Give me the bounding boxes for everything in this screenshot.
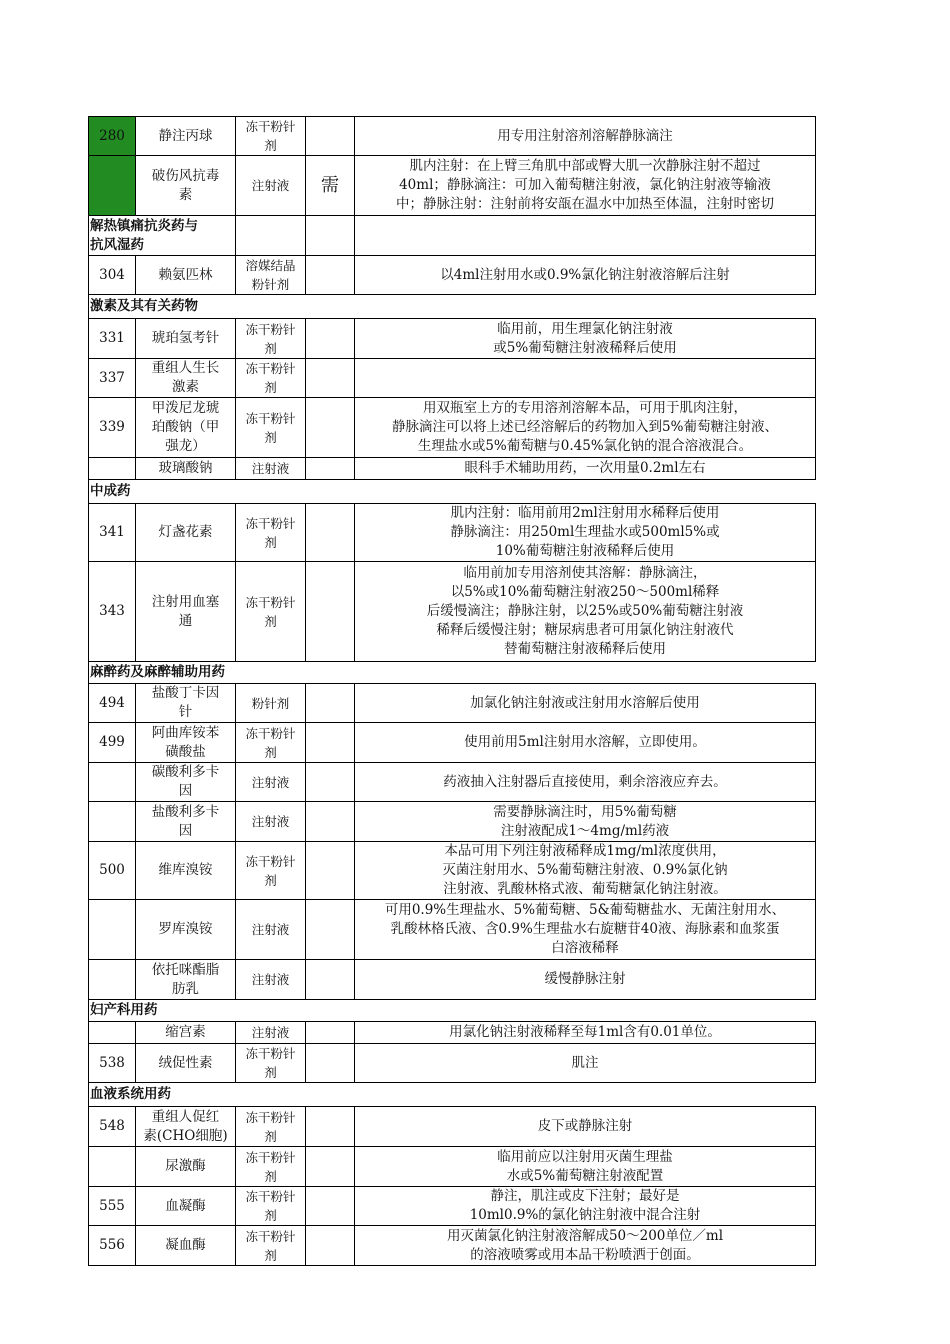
table-row	[89, 117, 816, 156]
dosage-form-cell: 冻干粉针 剂	[236, 1044, 306, 1083]
drug-name-cell: 重组人生长 激素	[136, 359, 236, 398]
drug-number-cell: 494	[89, 684, 136, 723]
empty-cell	[355, 216, 816, 256]
usage-instructions-cell: 肌注	[355, 1044, 816, 1083]
drug-name-cell: 尿激酶	[136, 1147, 236, 1187]
dosage-form-cell: 冻干粉针 剂	[236, 1226, 306, 1266]
dosage-form-cell: 冻干粉针 剂	[236, 723, 306, 763]
drug-name-cell: 盐酸丁卡因 针	[136, 684, 236, 723]
usage-instructions-cell: 用双瓶室上方的专用溶剂溶解本品，可用于肌肉注射， 静脉滴注可以将上述已经溶解后的药物加入到5%葡萄糖注射液、 生理盐水或5%葡萄糖与0.45%氯化钠的混合溶液混合。	[355, 398, 816, 458]
usage-instructions-cell: 需要静脉滴注时，用5%葡萄糖 注射液配成1～4mg/ml药液	[355, 802, 816, 842]
note-flag-cell	[306, 1147, 355, 1187]
drug-number-cell	[89, 960, 136, 1000]
drug-number-cell	[89, 1147, 136, 1187]
dosage-form-cell: 冻干粉针 剂	[236, 1147, 306, 1187]
usage-instructions-cell: 使用前用5ml注射用水溶解，立即使用。	[355, 723, 816, 763]
section-title: 中成药	[89, 480, 816, 504]
drug-number-cell: 339	[89, 398, 136, 458]
drug-dilution-table	[88, 116, 816, 1266]
note-flag-cell: 需	[306, 156, 355, 216]
dosage-form-cell: 冻干粉针 剂	[236, 1107, 306, 1147]
usage-instructions-cell: 用氯化钠注射液稀释至每1ml含有0.01单位。	[355, 1022, 816, 1044]
dosage-form-cell: 冻干粉针 剂	[236, 562, 306, 662]
drug-number-cell: 556	[89, 1226, 136, 1266]
drug-name-cell: 凝血酶	[136, 1226, 236, 1266]
dosage-form-cell: 注射液	[236, 802, 306, 842]
dosage-form-cell: 冻干粉针 剂	[236, 359, 306, 398]
dosage-form-cell: 冻干粉针 剂	[236, 398, 306, 458]
table-row	[89, 723, 816, 763]
dosage-form-cell: 注射液	[236, 900, 306, 960]
usage-instructions-cell: 以4ml注射用水或0.9%氯化钠注射液溶解后注射	[355, 256, 816, 295]
drug-number-cell: 280	[89, 117, 136, 156]
drug-number-cell	[89, 458, 136, 480]
drug-name-cell: 绒促性素	[136, 1044, 236, 1083]
usage-instructions-cell: 临用前，用生理氯化钠注射液 或5%葡萄糖注射液稀释后使用	[355, 319, 816, 359]
drug-number-cell	[89, 900, 136, 960]
usage-instructions-cell: 肌内注射：临用前用2ml注射用水稀释后使用 静脉滴注：用250ml生理盐水或500ml5%或 10%葡萄糖注射液稀释后使用	[355, 504, 816, 562]
dosage-form-cell: 注射液	[236, 960, 306, 1000]
drug-number-cell: 304	[89, 256, 136, 295]
table-row	[89, 156, 816, 216]
drug-name-cell: 缩宫素	[136, 1022, 236, 1044]
usage-instructions-cell: 用专用注射溶剂溶解静脉滴注	[355, 117, 816, 156]
section-header-row	[89, 216, 816, 256]
table-row	[89, 684, 816, 723]
drug-name-cell: 琥珀氢考针	[136, 319, 236, 359]
usage-instructions-cell: 缓慢静脉注射	[355, 960, 816, 1000]
drug-name-cell: 罗库溴铵	[136, 900, 236, 960]
note-flag-cell	[306, 398, 355, 458]
note-flag-cell	[306, 1187, 355, 1226]
drug-number-cell	[89, 802, 136, 842]
dosage-form-cell: 粉针剂	[236, 684, 306, 723]
drug-name-cell: 静注丙球	[136, 117, 236, 156]
usage-instructions-cell: 静注，肌注或皮下注射；最好是 10ml0.9%的氯化钠注射液中混合注射	[355, 1187, 816, 1226]
table-row	[89, 458, 816, 480]
table-row	[89, 1107, 816, 1147]
usage-instructions-cell: 药液抽入注射器后直接使用，剩余溶液应弃去。	[355, 763, 816, 802]
empty-cell	[306, 216, 355, 256]
table-row	[89, 562, 816, 662]
section-title: 解热镇痛抗炎药与 抗风湿药	[89, 216, 236, 256]
dosage-form-cell: 注射液	[236, 763, 306, 802]
drug-name-cell: 注射用血塞 通	[136, 562, 236, 662]
table-row	[89, 763, 816, 802]
section-header-row	[89, 295, 816, 319]
drug-name-cell: 盐酸利多卡 因	[136, 802, 236, 842]
drug-name-cell: 灯盏花素	[136, 504, 236, 562]
drug-name-cell: 碳酸利多卡 因	[136, 763, 236, 802]
drug-number-cell: 548	[89, 1107, 136, 1147]
note-flag-cell	[306, 458, 355, 480]
note-flag-cell	[306, 1226, 355, 1266]
table-row	[89, 1044, 816, 1083]
section-title: 妇产科用药	[89, 1000, 816, 1022]
usage-instructions-cell: 本品可用下列注射液稀释成1mg/ml浓度供用， 灭菌注射用水、5%葡萄糖注射液、0.9%氯化钠 注射液、乳酸林格式液、葡萄糖氯化钠注射液。	[355, 842, 816, 900]
table-row	[89, 1226, 816, 1266]
table-row	[89, 1187, 816, 1226]
drug-name-cell: 玻璃酸钠	[136, 458, 236, 480]
note-flag-cell	[306, 359, 355, 398]
note-flag-cell	[306, 684, 355, 723]
dosage-form-cell: 冻干粉针 剂	[236, 842, 306, 900]
table-row	[89, 900, 816, 960]
table-row	[89, 802, 816, 842]
note-flag-cell	[306, 960, 355, 1000]
section-title: 血液系统用药	[89, 1083, 816, 1107]
dosage-form-cell: 冻干粉针 剂	[236, 1187, 306, 1226]
drug-name-cell: 重组人促红 素(CHO细胞)	[136, 1107, 236, 1147]
note-flag-cell	[306, 723, 355, 763]
table-row	[89, 1022, 816, 1044]
drug-name-cell: 赖氨匹林	[136, 256, 236, 295]
table-row	[89, 398, 816, 458]
note-flag-cell	[306, 802, 355, 842]
drug-number-cell	[89, 763, 136, 802]
note-flag-cell	[306, 256, 355, 295]
note-flag-cell	[306, 1044, 355, 1083]
drug-number-cell	[89, 156, 136, 216]
table-row	[89, 359, 816, 398]
drug-name-cell: 维库溴铵	[136, 842, 236, 900]
table-row	[89, 319, 816, 359]
usage-instructions-cell: 皮下或静脉注射	[355, 1107, 816, 1147]
dosage-form-cell: 冻干粉针 剂	[236, 319, 306, 359]
table-row	[89, 256, 816, 295]
drug-number-cell	[89, 1022, 136, 1044]
drug-name-cell: 阿曲库铵苯 磺酸盐	[136, 723, 236, 763]
usage-instructions-cell: 可用0.9%生理盐水、5%葡萄糖、5&葡萄糖盐水、无菌注射用水、 乳酸林格氏液、含0.9%生理盐水右旋糖苷40液、海脉素和血浆蛋 白溶液稀释	[355, 900, 816, 960]
section-title: 激素及其有关药物	[89, 295, 816, 319]
drug-number-cell: 538	[89, 1044, 136, 1083]
note-flag-cell	[306, 562, 355, 662]
note-flag-cell	[306, 319, 355, 359]
drug-number-cell: 337	[89, 359, 136, 398]
section-header-row	[89, 1000, 816, 1022]
note-flag-cell	[306, 504, 355, 562]
dosage-form-cell: 注射液	[236, 156, 306, 216]
dosage-form-cell: 注射液	[236, 458, 306, 480]
usage-instructions-cell	[355, 359, 816, 398]
drug-name-cell: 破伤风抗毒 素	[136, 156, 236, 216]
drug-number-cell: 555	[89, 1187, 136, 1226]
note-flag-cell	[306, 900, 355, 960]
table-row	[89, 960, 816, 1000]
usage-instructions-cell: 眼科手术辅助用药，一次用量0.2ml左右	[355, 458, 816, 480]
drug-number-cell: 343	[89, 562, 136, 662]
drug-name-cell: 依托咪酯脂 肪乳	[136, 960, 236, 1000]
section-header-row	[89, 662, 816, 684]
table-row	[89, 842, 816, 900]
dosage-form-cell: 冻干粉针 剂	[236, 117, 306, 156]
usage-instructions-cell: 临用前应以注射用灭菌生理盐 水或5%葡萄糖注射液配置	[355, 1147, 816, 1187]
table-body	[89, 117, 816, 1266]
note-flag-cell	[306, 1022, 355, 1044]
usage-instructions-cell: 临用前加专用溶剂使其溶解：静脉滴注， 以5%或10%葡萄糖注射液250～500ml稀释 后缓慢滴注；静脉注射，以25%或50%葡萄糖注射液 稀释后缓慢注射；糖尿病患者可用氯化钠注射液代 替葡萄糖注射液稀释后使用	[355, 562, 816, 662]
note-flag-cell	[306, 117, 355, 156]
drug-number-cell: 499	[89, 723, 136, 763]
usage-instructions-cell: 用灭菌氯化钠注射液溶解成50～200单位／ml 的溶液喷雾或用本品干粉喷洒于创面。	[355, 1226, 816, 1266]
section-header-row	[89, 480, 816, 504]
dosage-form-cell: 注射液	[236, 1022, 306, 1044]
drug-number-cell: 341	[89, 504, 136, 562]
note-flag-cell	[306, 842, 355, 900]
table-row	[89, 504, 816, 562]
note-flag-cell	[306, 1107, 355, 1147]
section-title: 麻醉药及麻醉辅助用药	[89, 662, 816, 684]
usage-instructions-cell: 加氯化钠注射液或注射用水溶解后使用	[355, 684, 816, 723]
section-header-row	[89, 1083, 816, 1107]
table-row	[89, 1147, 816, 1187]
dosage-form-cell: 冻干粉针 剂	[236, 504, 306, 562]
dosage-form-cell: 溶媒结晶 粉针剂	[236, 256, 306, 295]
drug-name-cell: 血凝酶	[136, 1187, 236, 1226]
drug-number-cell: 331	[89, 319, 136, 359]
empty-cell	[236, 216, 306, 256]
drug-name-cell: 甲泼尼龙琥 珀酸钠（甲 强龙）	[136, 398, 236, 458]
note-flag-cell	[306, 763, 355, 802]
usage-instructions-cell: 肌内注射：在上臂三角肌中部或臀大肌一次静脉注射不超过 40ml；静脉滴注：可加入葡萄糖注射液，氯化钠注射液等输液 中；静脉注射：注射前将安瓿在温水中加热至体温，注射时密切	[355, 156, 816, 216]
drug-number-cell: 500	[89, 842, 136, 900]
